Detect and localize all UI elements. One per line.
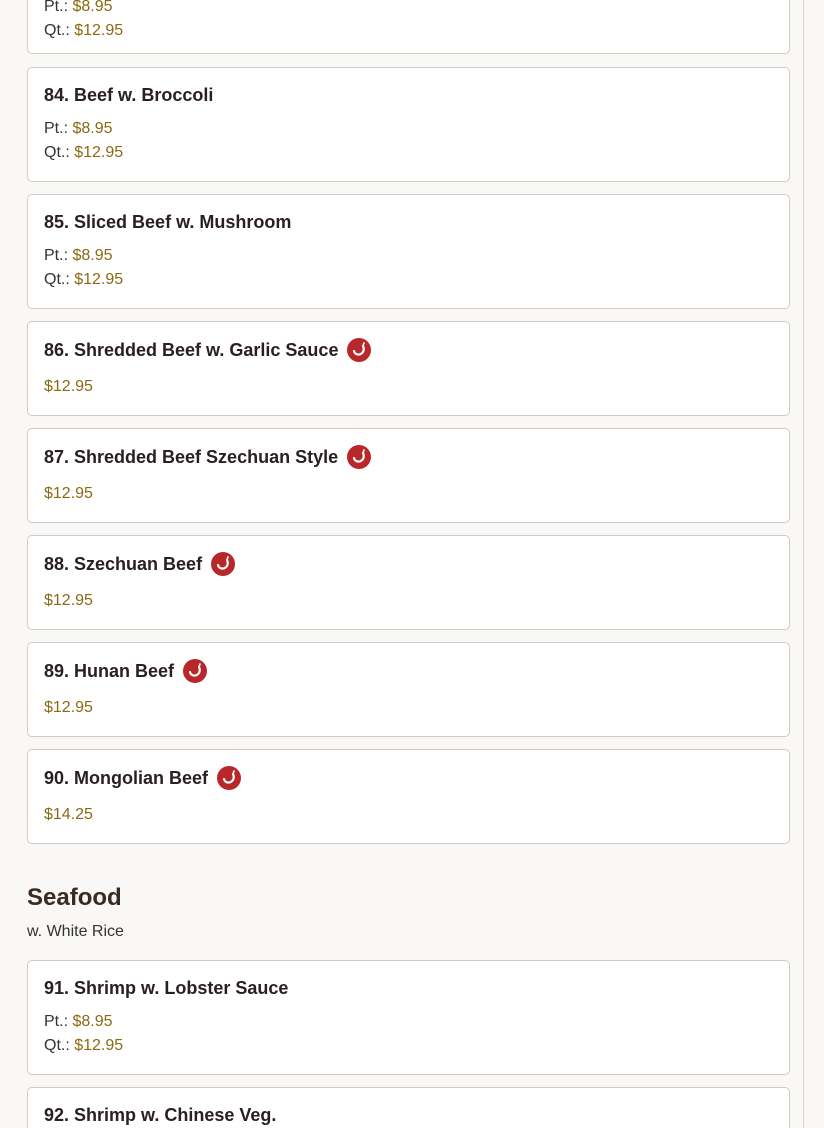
- menu-item-name: 88. Szechuan Beef: [44, 554, 203, 574]
- menu-item-name: 87. Shredded Beef Szechuan Style: [44, 447, 339, 467]
- menu-item-title: [44, 84, 213, 106]
- pint-label: Pt.:: [44, 120, 69, 137]
- quart-price: $12.95: [74, 1037, 124, 1054]
- pint-label: Pt.:: [44, 0, 69, 15]
- pint-price-line: [44, 246, 113, 266]
- menu-item-card[interactable]: [27, 428, 790, 523]
- menu-item-name: 85. Sliced Beef w. Mushroom: [44, 212, 292, 232]
- menu-item-card[interactable]: [27, 749, 790, 844]
- quart-price-line: [44, 21, 123, 41]
- menu-item-name: 84. Beef w. Broccoli: [44, 85, 214, 105]
- quart-label: Qt.:: [44, 271, 70, 288]
- menu-item-card[interactable]: [27, 1087, 790, 1128]
- pint-price: $8.95: [72, 1013, 113, 1030]
- pint-price-line: [44, 119, 113, 139]
- quart-price-line: [44, 143, 123, 163]
- chili-pepper-icon: [183, 659, 207, 683]
- menu-item-title: [44, 552, 235, 576]
- menu-item-title: [44, 977, 288, 999]
- quart-price: $12.95: [74, 22, 124, 39]
- pint-price: $8.95: [72, 120, 113, 137]
- item-price: $14.25: [44, 806, 93, 823]
- quart-price: $12.95: [74, 271, 124, 288]
- pint-price-line: [44, 0, 113, 17]
- item-price: $12.95: [44, 592, 93, 609]
- pint-price-line: [44, 1012, 113, 1032]
- item-price: $12.95: [44, 485, 93, 502]
- quart-price-line: [44, 1036, 123, 1056]
- quart-price-line: [44, 270, 123, 290]
- menu-item-card[interactable]: [27, 0, 790, 54]
- menu-item-card[interactable]: [27, 194, 790, 309]
- quart-label: Qt.:: [44, 1037, 70, 1054]
- menu-item-title: [44, 659, 207, 683]
- item-price: $12.95: [44, 699, 93, 716]
- menu-item-title: [44, 338, 371, 362]
- section-subtitle: w. White Rice: [27, 923, 124, 940]
- scroll-rail: [803, 0, 804, 1128]
- price-line: [44, 591, 93, 611]
- price-line: [44, 698, 93, 718]
- pint-label: Pt.:: [44, 247, 69, 264]
- chili-pepper-icon: [347, 338, 371, 362]
- pint-label: Pt.:: [44, 1013, 69, 1030]
- price-line: [44, 805, 93, 825]
- chili-pepper-icon: [347, 445, 371, 469]
- menu-item-name: 91. Shrimp w. Lobster Sauce: [44, 978, 289, 998]
- quart-label: Qt.:: [44, 22, 70, 39]
- menu-item-card[interactable]: [27, 67, 790, 182]
- pint-price: $8.95: [72, 0, 113, 15]
- menu-item-name: 90. Mongolian Beef: [44, 768, 209, 788]
- price-line: [44, 377, 93, 397]
- menu-item-card[interactable]: [27, 960, 790, 1075]
- section-title: Seafood: [27, 884, 122, 911]
- menu-item-title: [44, 1104, 276, 1126]
- menu-item-title: [44, 766, 241, 790]
- quart-label: Qt.:: [44, 144, 70, 161]
- chili-pepper-icon: [211, 552, 235, 576]
- item-price: $12.95: [44, 378, 93, 395]
- price-line: [44, 484, 93, 504]
- menu-item-card[interactable]: [27, 321, 790, 416]
- menu-item-name: 86. Shredded Beef w. Garlic Sauce: [44, 340, 339, 360]
- menu-item-title: [44, 211, 291, 233]
- chili-pepper-icon: [217, 766, 241, 790]
- menu-item-card[interactable]: [27, 642, 790, 737]
- menu-item-name: 92. Shrimp w. Chinese Veg.: [44, 1105, 277, 1125]
- menu-item-card[interactable]: [27, 535, 790, 630]
- pint-price: $8.95: [72, 247, 113, 264]
- menu-item-title: [44, 445, 371, 469]
- menu-item-name: 89. Hunan Beef: [44, 661, 175, 681]
- quart-price: $12.95: [74, 144, 124, 161]
